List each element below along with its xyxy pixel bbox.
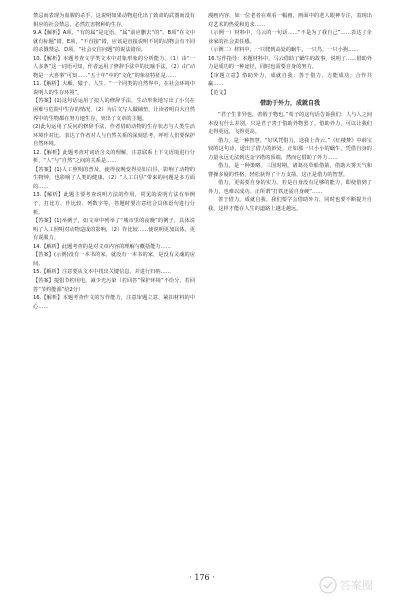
paragraph: 【答案】提倡节约用电，减少光污染（若回答“保护环境”不给分，若回答“节约能源”给2分） (33, 277, 195, 293)
paragraph: 9.A【解析】A项，“有的属”是定语，“属”前应删去“的”。B项“在文中就有标题”错。E项，“不直接”错，应该是直接说明不同的动物会有不同的杀戮禁忌，D项，“社会交往问题”的说法错误。 (33, 30, 195, 54)
essay-paragraph: 借力，更需要自身的实力。若是自身没有足够的能力，即使借到了外力，也难以成功。正所谓“打铁还需自身硬”…… (208, 180, 372, 195)
paragraph: 【答案】(1)这句话运用了拟人的修辞手法，生动形象地写出了小鸟在困难与危险中生存的情况，（2）为后文写人做铺垫，让读者明白大自然界中的生物都在努力地生存，突出了文章的主题。 (33, 98, 195, 122)
paragraph: 15.【解析】注意要从文本中找出关键信息，并进行归纳…… (33, 269, 171, 276)
paragraph: 12.【解析】此题考查对词语含义的理解，注意联系上下文语境进行分析，“人”与“自然”之间的关系是…… (33, 149, 195, 165)
paragraph: (2)此句运用了反问的修辞手法，作者借助动物的生存状态与人类生活环境作对比，表达了作者对人与自然关系的深刻思考，呼吁人们要保护自然环境。 (33, 124, 195, 148)
paragraph: 漫画内容，如一位老者在观看一幅画，画面中的老人眼神专注，表现出对艺术的热爱和追求…… (208, 13, 372, 28)
essay-paragraph: “君子生非异也，善假于物也。”荀子的这句话告诉我们：人与人之间本没有什么差别，只是君子善于借助外物罢了。借助外力，可以让我们走得更远，飞得更高。 (208, 112, 372, 136)
paragraph: 11.【解析】大雁、猿子、人生、“一个同类的自然界中，在社会环境中说明人的生存环境”。 (33, 81, 195, 96)
paragraph: 10.【解析】本题考查文学类文本中对象形象的分析能力。（1）由“一人多条”这一词语可知，作者运用了修辞手法中的比喻手法，（2）由“动物是一大喜事”可知……“五十年”中的“文化”的象征特征是…… (33, 55, 195, 79)
right-column (208, 12, 372, 566)
paragraph: 【答案】(示例)没有一本书的家，就没有一本书的家，是没有灵魂的房间。 (33, 252, 195, 267)
watermark-logo (318, 574, 396, 596)
essay-paragraph: 借力，是一种策略。三国时期，诸葛亮草船借箭，借助大雾天气和曹操多疑的性格，轻松获得了十万支箭。这正是借力的智慧。 (208, 163, 372, 178)
paragraph: 【答案】(1)人工照明的普及，使得夜晚变得亮如白昼，影响了动物的生物钟，也影响了人类的健康，（2）“人工白昼”带来的问题是多方面的…… (33, 166, 195, 190)
paragraph: 【审题立意】借助外力，成就自我；善于借力，方能成功；合作共赢…… (208, 72, 372, 88)
paragraph: （示例一）材料中，马云的一句话……“不是为了我自己”……表达了企业家的社会责任感。 (208, 30, 372, 45)
paragraph: 13.【解析】此题主要考查说明方法的作用，常见的说明方法有举例子、打比方、作比较、列数字等，答题时要注意结合具体语句进行分析。 (33, 192, 195, 216)
page-number: · 176 · (189, 573, 215, 582)
paragraph: 【范文】 (208, 89, 229, 96)
paragraph: 禁忌而表现为血腥的杀手，这说明如果动物进化出了致命的武器而没有相应的社会禁忌，必然危害物种的生存。 (33, 13, 195, 28)
paragraph: 14.【解析】此题考查的是对文章内容的理解与概括能力…… (33, 243, 171, 250)
essay-title: 借助于外力，成就自我 (259, 100, 320, 108)
essay-paragraph: 借力，是一种智慧。“好风凭借力，送我上青云。”《红楼梦》中薛宝钗的这句诗，道出了借力的妙处。正如那一只小小的蜗牛，凭借自身的力量永远无法到达金字塔的顶端，然而它借助了外力…… (208, 137, 372, 161)
paragraph: 16.【解析】本题考查作文的写作能力，注意审题立意，紧扣材料的中心…… (33, 295, 195, 310)
left-column (33, 12, 195, 566)
paragraph: 【答案】(1)举例子，如文章中列举了“城市里的夜晚”的例子，具体说明了人工照明对动物造成的影响，（2）作比较……使说明更加具体，更有说服力。 (33, 218, 195, 242)
essay-paragraph: 善于借力，成就自我。我们要学会借助外力，同时也要不断提升自我，这样才能在人生的道路上越走越远。 (208, 197, 372, 213)
paragraph: 16.写作指导：本题材料中，马云借助了蜗牛的故事，说明了……借助外力是成功的一种途径，同时也需要自身的努力。 (208, 55, 372, 71)
paragraph: （示例二）材料中，一只爬到高处的蜗牛，一只鸟，一只小狗…… (208, 47, 359, 54)
watermark-text: 答案圈 (340, 579, 373, 592)
